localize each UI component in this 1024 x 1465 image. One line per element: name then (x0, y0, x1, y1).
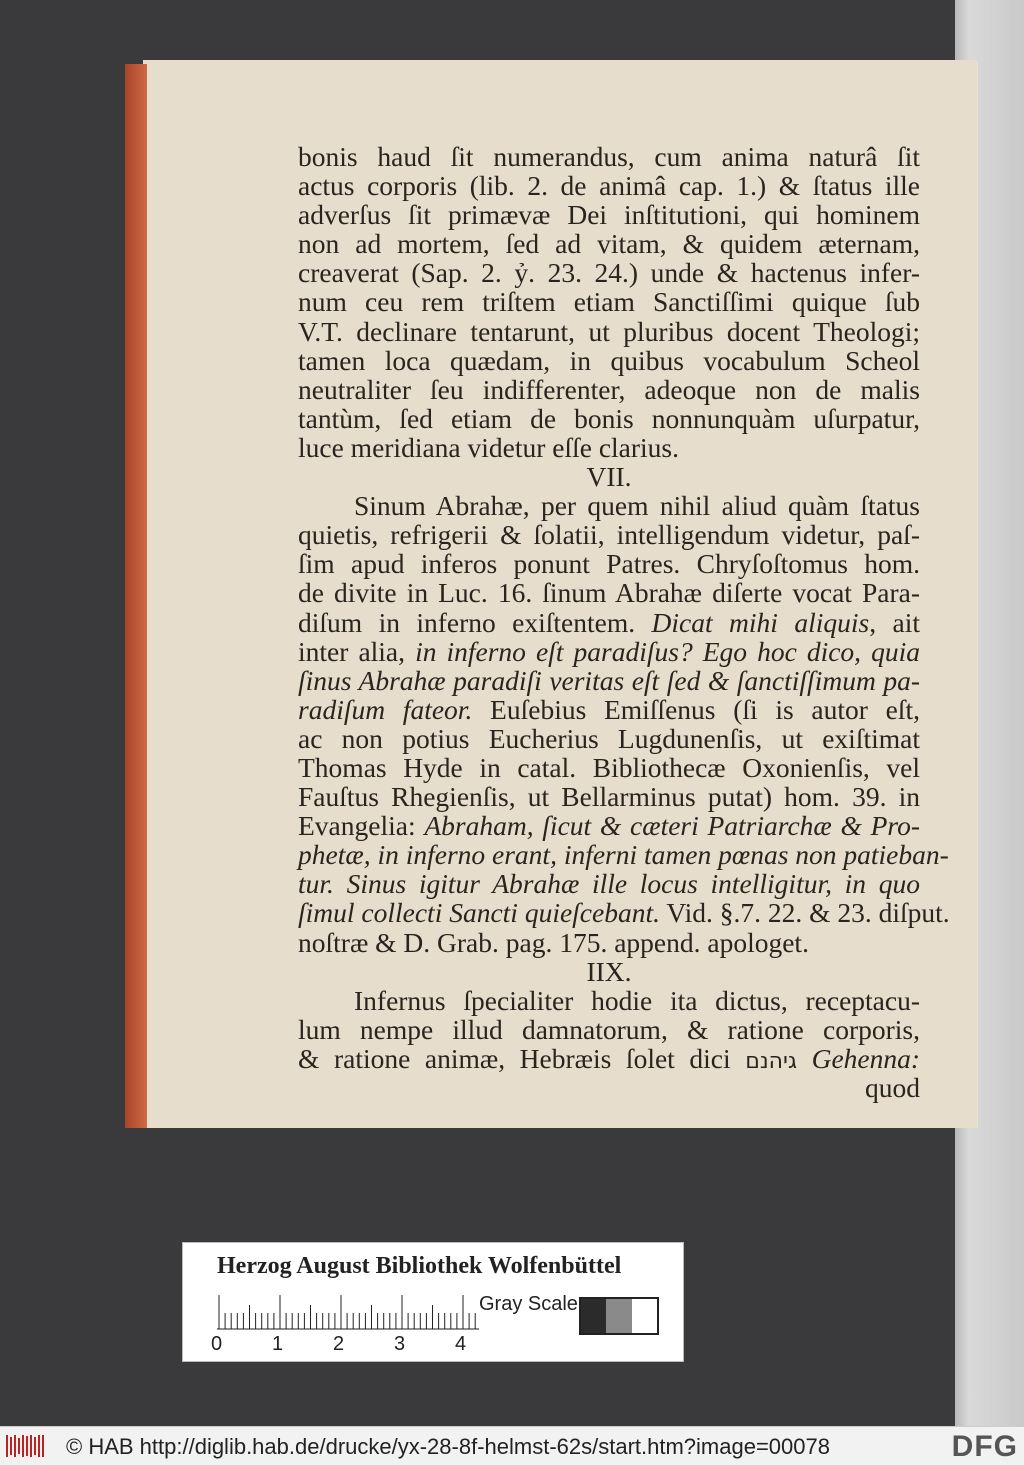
text-roman: Vid. §.7. 22. & 23. diſput. (666, 897, 950, 929)
text-line: V.T. declinare tentarunt, ut pluribus docent Theologi; (298, 315, 920, 347)
text-line: ſim apud inferos ponunt Patres. Chryſoſtomus hom. (298, 548, 920, 580)
text-line: de divite in Luc. 16. ſinum Abrahæ diſerte vocat Para- (298, 577, 920, 609)
footer-url[interactable]: © HAB http://diglib.hab.de/drucke/yx-28-8f-helmst-62s/start.htm?image=00078 (66, 1434, 830, 1459)
swatch-mid (606, 1299, 631, 1333)
text-line (298, 637, 920, 666)
page-edge-lower (125, 64, 147, 1128)
hebrew-word: גיהנם (745, 1048, 797, 1074)
text-line: ſinus Abrahæ paradiſi veritas eſt ſed & ſanctiſſimum pa- (298, 664, 920, 696)
text-line: phetæ, in inferno erant, inferni tamen pœnas non patieban- (298, 839, 949, 871)
text-roman: & ratione animæ, Hebræis ſolet dici (298, 1042, 731, 1074)
text-line: creaverat (Sap. 2. ỷ. 23. 24.) unde & hactenus infer- (298, 257, 920, 289)
text-italic: radiſum fateor. (298, 693, 473, 725)
ruler-icon (217, 1295, 479, 1331)
text-line (298, 1044, 920, 1073)
text-line (298, 695, 920, 724)
text-line: ac non potius Eucherius Lugdunenſis, ut exiſtimat (298, 722, 920, 754)
text-line (298, 811, 920, 840)
text-roman: Evangelia: (298, 810, 416, 842)
text-line: Fauſtus Rhegienſis, ut Bellarminus putat) hom. 39. in (298, 781, 920, 813)
text-line: non ad mortem, ſed ad vitam, & quidem æternam, (298, 228, 920, 260)
text-line: lum nempe illud damnatorum, & ratione corporis, (298, 1013, 920, 1045)
text-roman: Euſebius Emiſſenus (ſi is autor eſt, (490, 693, 921, 725)
text-line: tur. Sinus igitur Abrahæ ille locus intelligitur, in quo (298, 868, 920, 900)
gray-scale-label: Gray Scale (479, 1293, 578, 1315)
text-line (298, 897, 950, 929)
text-italic: ſimul collecti Sancti quieſcebant. (298, 897, 660, 929)
page-text (298, 141, 950, 1103)
dfg-logo: DFG (951, 1430, 1018, 1463)
text-line: adverſus ſit primævæ Dei inſtitutioni, qui hominem (298, 199, 920, 231)
color-calibration-bar (182, 1242, 684, 1362)
text-roman: inter alia, (298, 635, 406, 667)
ruler-label: 4 (455, 1333, 467, 1355)
text-italic: Gehenna: (811, 1042, 921, 1074)
text-line: bonis haud ſit numerandus, cum anima naturâ ſit (298, 141, 920, 172)
text-roman: diſum in inferno exiſtentem. (298, 606, 636, 638)
gray-scale-swatches (579, 1297, 659, 1335)
swatch-white (632, 1299, 657, 1333)
text-italic: Abraham, ſicut & cæteri Patriarchæ & Pro- (424, 810, 920, 842)
text-line: Sinum Abrahæ, per quem nihil aliud quàm ſtatus (354, 490, 920, 522)
swatch-dark (581, 1299, 606, 1333)
footer-bar (0, 1426, 1024, 1465)
text-italic: Dicat mihi aliquis (651, 606, 870, 638)
ruler-label: 2 (333, 1333, 345, 1355)
text-line: actus corporis (lib. 2. de animâ cap. 1.) & ſtatus ille (298, 170, 920, 202)
catchword: quod (865, 1072, 920, 1103)
text-line: Thomas Hyde in catal. Bibliothecæ Oxonienſis, vel (298, 751, 920, 783)
text-line: tamen loca quædam, in quibus vocabulum Scheol (298, 344, 920, 376)
text-line: Infernus ſpecialiter hodie ita dictus, receptacu- (354, 984, 920, 1016)
ruler-label: 1 (272, 1333, 284, 1355)
text-line: luce meridiana videtur eſſe clarius. (298, 431, 680, 463)
ruler-label: 3 (394, 1333, 406, 1355)
ruler-label: 0 (211, 1333, 223, 1355)
text-line: noſtræ & D. Grab. pag. 175. append. apologet. (298, 926, 809, 958)
text-roman: , ait (869, 606, 920, 638)
section-heading-vii: VII. (586, 461, 632, 493)
text-line: quietis, refrigerii & ſolatii, intelligendum videtur, paſ- (298, 519, 920, 551)
text-line: neutraliter ſeu indifferenter, adeoque non de malis (298, 373, 920, 405)
section-heading-iix: IIX. (586, 955, 632, 987)
text-line: tantùm, ſed etiam de bonis nonnunquàm uſurpatur, (298, 402, 920, 434)
text-line (298, 608, 920, 637)
text-italic: in inferno eſt paradiſus? Ego hoc dico, quia (415, 635, 920, 667)
text-line: num ceu rem triſtem etiam Sanctiſſimi quique ſub (298, 286, 920, 318)
barcode-icon (6, 1435, 46, 1457)
colorbar-title: Herzog August Bibliothek Wolfenbüttel (217, 1253, 622, 1279)
